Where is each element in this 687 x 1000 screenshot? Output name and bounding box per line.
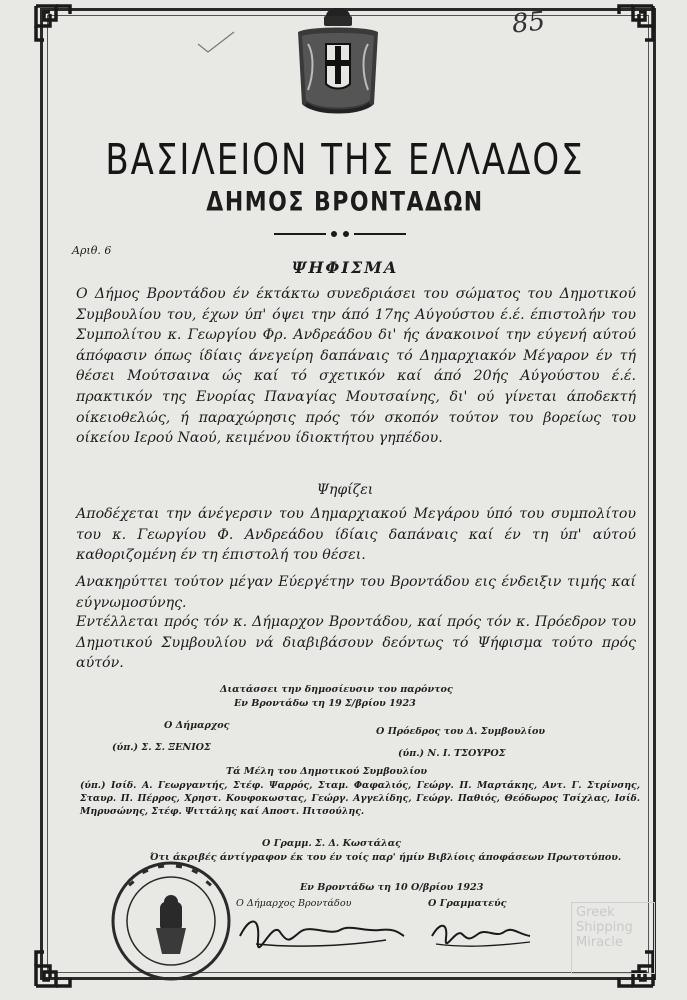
secretary-signature-icon — [428, 912, 538, 952]
divider-ornament-icon — [270, 226, 410, 242]
preamble-text: Ο Δήμος Βροντάδου έν έκτάκτω συνεδριάσει του σώματος του Δημοτικού Συμβουλίου του, έχων ύπ' όψει την άπό 17ης Αύγούστου έ.έ. έπιστολήν του Συμπολίτου κ. Γεωργίου Φρ. Ανδρεάδου δι' ής άνακοινοί την εύγενή αύτού άπόφασιν όπως ίδίαις άνεγείρη δαπάναις τό Δημαρχιακόν Μέγαρον έν τή θέσει Μούτσαινα ώς καί τό σχετικόν καί άπό 20ής Αύγούστου έ.έ. πρακτικόν της Ενορίας Παναγίας Μουτσαίνης, δι' ού γίνεται άποδεκτή οίκειοθελώς, ή παραχώρησις πρός τόν σκοπόν τούτον του βορείως του οίκείου Ιερού Ναού, κειμένου ίδιοκτήτου γηπέδου. — [76, 286, 636, 447]
corner-ornament-top-right — [611, 0, 659, 48]
date-line-1: Εν Βροντάδω τη 19 Σ/βρίου 1923 — [234, 698, 416, 709]
resolution-text-3: Εντέλλεται πρός τόν κ. Δήμαρχον Βροντάδου, καί πρός τόν κ. Πρόεδρον του Δημοτικού Συμβουλίου νά διαβιβάσουν δεόντως τό Ψήφισμα τούτο πρός αύτόν. — [76, 614, 636, 672]
members-heading: Τά Μέλη του Δημοτικού Συμβουλίου — [226, 766, 428, 777]
mayor-label: Ο Δήμαρχος — [164, 720, 230, 731]
certification-line: Ότι άκριβές άντίγραφον έκ του έν τοίς παρ' ήμίν Βιβλίοις άποφάσεων Πρωτοτύπου. — [150, 852, 622, 863]
corner-ornament-top-left — [30, 0, 78, 48]
mayor-signature-icon — [236, 906, 406, 952]
resolution-paragraph-2 — [76, 572, 636, 613]
reference-number: Αριθ. 6 — [72, 244, 112, 257]
mayor-name: (ύπ.) Σ. Σ. ΞΕΝΙΟΣ — [112, 742, 211, 753]
mayor-stamp-label: Ο Δήμαρχος Βροντάδου — [236, 898, 352, 909]
royal-coat-of-arms-icon — [288, 4, 388, 124]
resolves-heading: Ψηφίζει — [316, 482, 374, 498]
document-title: ΨΗΦΙΣΜΑ — [291, 258, 399, 277]
watermark — [571, 902, 655, 974]
corner-ornament-bottom-left — [30, 944, 78, 992]
kingdom-heading: ΒΑΣΙΛΕΙΟΝ ΤΗΣ ΕΛΛΑΔΟΣ — [105, 135, 585, 185]
president-name: (ύπ.) Ν. Ι. ΤΣΟΥΡΟΣ — [398, 748, 506, 759]
watermark-line-2: Shipping — [576, 920, 633, 935]
watermark-line-1: Greek — [576, 905, 615, 920]
council-members — [80, 780, 640, 818]
resolution-paragraph-3 — [76, 612, 636, 674]
council-members-list: (ύπ.) Ισίδ. Α. Γεωργαντής, Στέφ. Ψαρρός, Σταμ. Φαφαλιός, Γεώργ. Π. Μαρτάκης, Αντ. Γ. Στρίνσης, Σταυρ. Π. Πέρρος, Χρηστ. Κουφοκωστας, Γεώργ. Αγγελίδης, Γεώργ. Παθιός, Θεόδωρος Τσίχλας, Ισίδ. Μηρυσώνης, Στέφ. Ψιττάλης καί Αποστ. Πιτσούλης. — [80, 780, 640, 817]
secretary-label: Ο Γραμματεύς — [428, 898, 507, 909]
handwritten-number: 85 — [510, 6, 547, 40]
municipal-seal-stamp-icon — [108, 858, 234, 984]
pencil-check-icon — [196, 30, 236, 60]
preamble-paragraph — [76, 284, 636, 449]
date-line-2: Εν Βροντάδω τη 10 Ο/βρίου 1923 — [300, 882, 484, 893]
secretary-line: Ο Γραμμ. Σ. Δ. Κωστάλας — [262, 838, 401, 849]
resolution-text-1: Αποδέχεται την άνέγερσιν του Δημαρχιακού Μεγάρου ύπό του συμπολίτου του κ. Γεωργίου Φ. Ανδρεάδου ίδίαις δαπάναις καί έν τη ύπ' αύτού καθοριζομένη έν τη έπιστολή του θέσει. — [76, 506, 636, 564]
publication-order: Διατάσσει την δημοσίευσιν του παρόντος — [220, 684, 453, 695]
municipality-heading: ΔΗΜΟΣ ΒΡΟΝΤΑΔΩΝ — [206, 187, 484, 218]
resolution-paragraph-1 — [76, 504, 636, 566]
president-label: Ο Πρόεδρος του Δ. Συμβουλίου — [376, 726, 546, 737]
resolution-text-2: Ανακηρύττει τούτον μέγαν Εύεργέτην του Βροντάδου εις ένδειξιν τιμής καί εύγνωμοσύνης. — [76, 574, 636, 611]
watermark-line-3: Miracle — [576, 935, 623, 950]
